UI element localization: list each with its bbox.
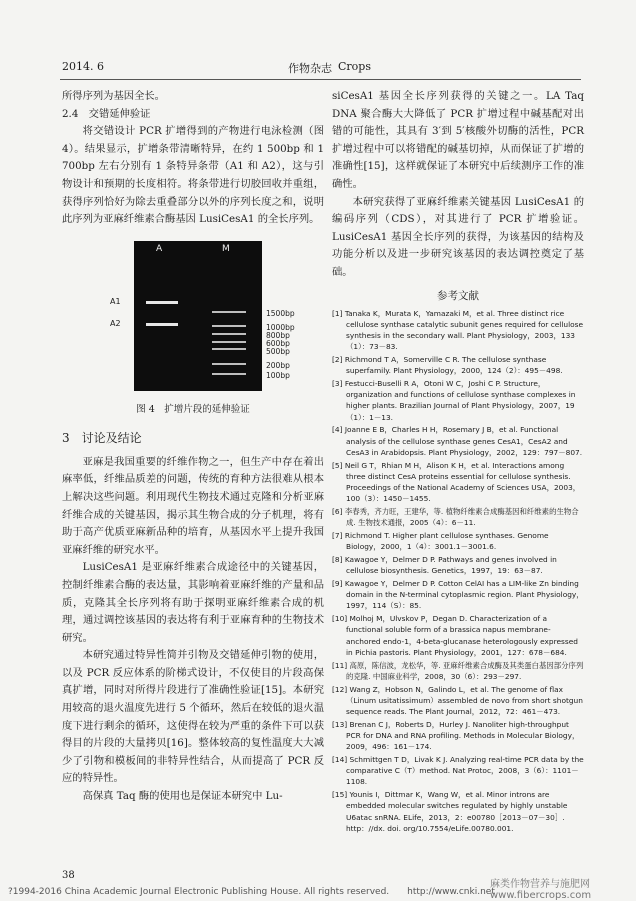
- reference-item: [14] Schmittgen T D，Livak K J. Analyzing real-time PCR data by the comparative C（T）method. Nat Protoc，2008，3（6）：1101－1108.: [332, 754, 584, 787]
- header-journal-en: Crops: [338, 60, 371, 73]
- marker-800: 800bp: [266, 330, 290, 340]
- marker-200: 200bp: [266, 360, 290, 370]
- reference-item: [6] 李春秀，齐力旺，王建华，等. 植物纤维素合成酶基因和纤维素的生物合成. 生物技术通报，2005（4）：6－11.: [332, 506, 579, 528]
- reference-item: [9] Kawagoe Y，Delmer D P. Cotton CelAI has a LIM-like Zn binding domain in the N-terminal cytoplasmic region. Plant Physiology，1997，114（S）：85.: [332, 578, 584, 611]
- left-para-5: 高保真 Taq 酶的使用也是保证本研究中 Lu-: [82, 790, 283, 803]
- section-2-4-heading: 2.4 交错延伸验证: [62, 107, 151, 120]
- reference-item: [8] Kawagoe Y，Delmer D P. Pathways and genes involved in cellulose biosynthesis. Genetics，1997，19：63－87.: [332, 554, 557, 576]
- left-para-1: 将交错设计 PCR 扩增得到的产物进行电泳检测（图 4）。结果显示，扩增条带清晰特异，在约 1 500bp 和 1 700bp 左右分别有 1 条特异条带（A1 和 A2），这与引物设计和预期的长度相符。将条带进行切胶回收并重组，获得序列恰好为除去重叠部分以外的序列长度之和，说明此序列为亚麻纤维素合酶基因 LusiCesA1 的全长序列。: [62, 125, 324, 226]
- label-a2: A2: [110, 318, 121, 328]
- header-journal-cn: 作物杂志: [288, 62, 332, 75]
- marker-500: 500bp: [266, 346, 290, 356]
- figure-caption: 图 4 扩增片段的延伸验证: [136, 403, 250, 415]
- right-para-1: siCesA1 基因全长序列获得的关键之一。LA Taq DNA 聚合酶大大降低了 PCR 扩增过程中碱基配对出错的可能性，其具有 3′到 5′核酸外切酶的活性，PCR 扩增过程中可以将错配的碱基切掉，从而保证了扩增的准确性[15]，这样就保证了本研究中后续测序工作的准确性。: [332, 90, 584, 190]
- ladder-band: [212, 311, 246, 313]
- header-date: 2014. 6: [62, 60, 104, 73]
- left-para-2: 亚麻是我国重要的纤维作物之一，但生产中存在着出麻率低，纤维品质差的问题，传统的育种方法很难从根本上解决这些问题。利用现代生物技术通过克隆和分析亚麻纤维合成的关键基因，揭示其生物合成的分子机理，将有助于高产优质亚麻新品种的培育，从基因水平上提升我国亚麻纤维的研究水平。: [62, 455, 324, 556]
- section-3-heading: 3 讨论及结论: [62, 430, 142, 445]
- page-number: 38: [62, 870, 75, 881]
- reference-item: [15] Younis I，Dittmar K，Wang W，et al. Minor introns are embedded molecular switches regulated by highly unstable U6atac snRNA. ELife，2013，2：e00780［2013－07－30］. http：//dx. doi. org/10.7554/eLife.00780.001.: [332, 790, 568, 833]
- reference-list: [332, 308, 584, 834]
- left-para-3: LusiCesA1 是亚麻纤维素合成途径中的关键基因，控制纤维素合酶的表达量，其影响着亚麻纤维的产量和品质，克隆其全长序列将有助于探明亚麻纤维素合成的机理，通过调控该基因的表达将有利于亚麻育种的生物技术研究。: [62, 561, 324, 644]
- watermark: 麻类作物营养与施肥网 www.fibercrops.com: [490, 879, 592, 901]
- reference-item: [13] Brenan C J，Roberts D，Hurley J. Nanoliter high-throughput PCR for DNA and RNA profiling. Methods in Molecular Biology，2009，496：161－174.: [332, 719, 580, 752]
- reference-item: [11] 高原，陈信波，龙松华，等. 亚麻纤维素合成酶及其类蛋白基因部分序列的克隆. 中国麻业科学，2008，30（6）：293－297.: [332, 660, 584, 681]
- label-a1: A1: [110, 296, 121, 306]
- marker-600: 600bp: [266, 338, 290, 348]
- lane-label-a: A: [156, 243, 163, 254]
- reference-item: [12] Wang Z，Hobson N，Galindo L，et al. The genome of flax（Linum usitatissimum）assembled de novo from short shotgun sequence reads. The Plant Journal，2012，72：461－473.: [332, 684, 583, 716]
- band-a2: [146, 323, 178, 326]
- marker-1000: 1000bp: [266, 322, 295, 332]
- reference-item: [2] Richmond T A，Somerville C R. The cellulose synthase superfamily. Plant Physiology，2000，124（2）：495－498.: [332, 354, 563, 376]
- ladder-band: [212, 373, 246, 375]
- left-column: [62, 88, 324, 806]
- reference-item: [1] Tanaka K，Murata K，Yamazaki M，et al. Three distinct rice cellulose synthase catalytic subunit genes required for cellulose synthesis in the secondary wall. Plant Physiology，2003，133（1）：73－83.: [332, 308, 584, 352]
- ladder-band: [212, 341, 246, 343]
- reference-item: [7] Richmond T. Higher plant cellulose synthases. Genome Biology，2000，1（4）：3001.1－3001.6.: [332, 530, 549, 552]
- left-para-4: 本研究通过特异性简并引物及交错延伸引物的使用，以及 PCR 反应体系的阶梯式设计，不仅使目的片段高保真扩增，同时对所得片段进行了准确性验证[15]。本研究用较高的退火温度先进行 5 个循环，然后在较低的退火温度下进行剩余的循环，这使得在较为严重的条件下可以获得目的片段的大量拷贝[16]。整体较高的复性温度大大减少了引物和模板间的非特异性结合，从而提高了 PCR 反应的特异性。: [62, 649, 324, 785]
- header-rule: [60, 79, 581, 80]
- lane-label-m: M: [222, 243, 230, 254]
- marker-100: 100bp: [266, 370, 290, 380]
- reference-item: [5] Neil G T，Rhian M H，Alison K H，et al. Interactions among three distinct CesA proteins essential for cellulose synthesis. Proceedings of the National Academy of Sciences USA，2003，100（3）：1450－1455.: [332, 460, 581, 504]
- right-column: [332, 88, 584, 836]
- references-heading: 参考文献: [437, 289, 479, 302]
- left-para-0: 所得序列为基因全长。: [62, 90, 165, 102]
- ladder-band: [212, 333, 246, 335]
- marker-1500: 1500bp: [266, 308, 295, 318]
- right-para-2: 本研究获得了亚麻纤维素关键基因 LusiCesA1 的编码序列（CDS），对其进行了 PCR 扩增验证。LusiCesA1 基因全长序列的获得，为该基因的结构及功能分析以及进一步研究该基因的表达调控奠定了基础。: [332, 195, 584, 278]
- reference-item: [3] Festucci-Buselli R A，Otoni W C，Joshi C P. Structure，organization and functions of cellulose synthase complexes in higher plants. Brazilian Journal of Plant Physiology，2007，19（1）：1－13.: [332, 378, 576, 422]
- ladder-band: [212, 348, 246, 350]
- ladder-band: [212, 325, 246, 327]
- reference-item: [4] Joanne E B，Charles H H，Rosemary J B，et al. Functional analysis of the cellulose synthase genes CesA1，CesA2 and CesA3 in Arabidopsis. Plant Physiology，2002，129：797－807.: [332, 425, 583, 457]
- reference-item: [10] Molhoj M，Ulvskov P，Degan D. Characterization of a functional soluble form of a brassica napus membrane-anchored endo-1，4-beta-glucanase heterologously expressed in Pichia pastoris. Plant Physiology，2001，127：678－684.: [332, 614, 578, 657]
- ladder-band: [212, 363, 246, 365]
- band-a1: [146, 301, 178, 304]
- copyright-footer: ?1994-2016 China Academic Journal Electronic Publishing House. All rights reserved. http://www.cnki.net: [8, 887, 495, 897]
- gel-figure: [110, 239, 310, 399]
- gel-image: [134, 241, 262, 391]
